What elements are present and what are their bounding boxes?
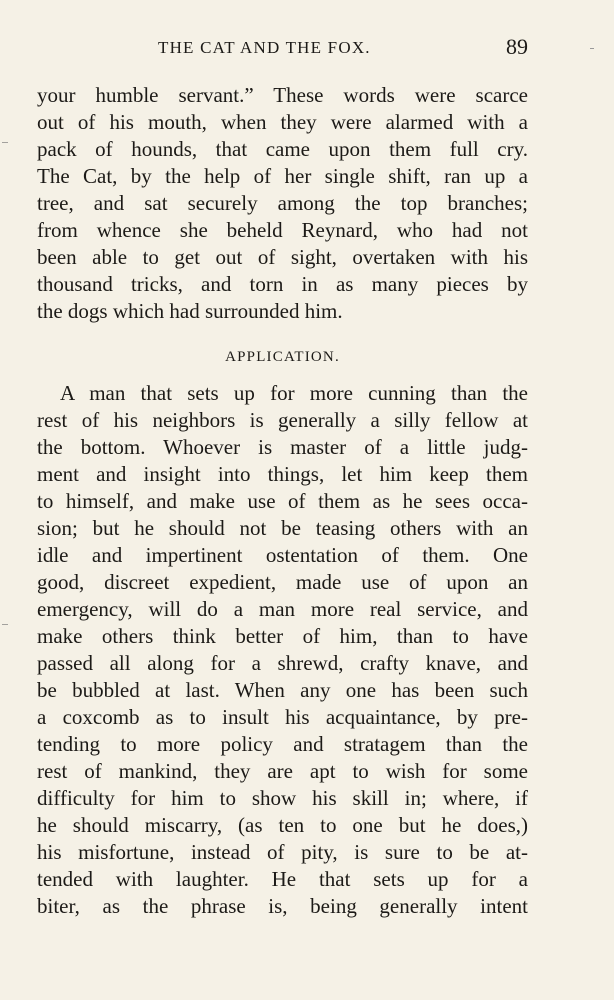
text-line: his misfortune, instead of pity, is sure to be at- — [37, 840, 528, 864]
text-line: he should miscarry, (as ten to one but he does,) — [37, 813, 528, 837]
margin-mark — [2, 624, 8, 625]
text-line: rest of mankind, they are apt to wish for some — [37, 759, 528, 783]
text-line: be bubbled at last. When any one has been such — [37, 678, 528, 702]
text-line: tended with laughter. He that sets up for a — [37, 867, 528, 891]
running-head — [38, 36, 528, 62]
text-line: emergency, will do a man more real service, and — [37, 597, 528, 621]
text-line: pack of hounds, that came upon them full cry. — [37, 137, 528, 161]
text-line: idle and impertinent ostentation of them. One — [37, 543, 528, 567]
text-line: thousand tricks, and torn in as many pieces by — [37, 272, 528, 296]
text-line: make others think better of him, than to have — [37, 624, 528, 648]
section-heading: APPLICATION. — [225, 349, 340, 365]
text-line: from whence she beheld Reynard, who had not — [37, 218, 528, 242]
text-line: your humble servant.” These words were scarce — [37, 83, 528, 107]
page-number: 89 — [506, 34, 528, 59]
running-title: THE CAT AND THE FOX. — [158, 38, 371, 57]
text-line: a coxcomb as to insult his acquaintance, by pre- — [37, 705, 528, 729]
text-line: difficulty for him to show his skill in; where, if — [37, 786, 528, 810]
text-line: biter, as the phrase is, being generally intent — [37, 894, 528, 918]
text-line: good, discreet expedient, made use of upon an — [37, 570, 528, 594]
text-line: A man that sets up for more cunning than the — [60, 381, 528, 405]
text-line: out of his mouth, when they were alarmed with a — [37, 110, 528, 134]
text-line: the dogs which had surrounded him. — [37, 299, 343, 323]
text-line: sion; but he should not be teasing others with an — [37, 516, 528, 540]
text-line: The Cat, by the help of her single shift, ran up a — [37, 164, 528, 188]
edge-tick-mark — [590, 48, 594, 49]
text-line: to himself, and make use of them as he sees occa- — [37, 489, 528, 513]
text-line: tending to more policy and stratagem than the — [37, 732, 528, 756]
text-line: ment and insight into things, let him keep them — [37, 462, 528, 486]
text-line: passed all along for a shrewd, crafty knave, and — [37, 651, 528, 675]
text-line: been able to get out of sight, overtaken with his — [37, 245, 528, 269]
text-line: tree, and sat securely among the top branches; — [37, 191, 528, 215]
margin-mark — [2, 142, 8, 143]
text-line: rest of his neighbors is generally a silly fellow at — [37, 408, 528, 432]
text-line: the bottom. Whoever is master of a little judg- — [37, 435, 528, 459]
